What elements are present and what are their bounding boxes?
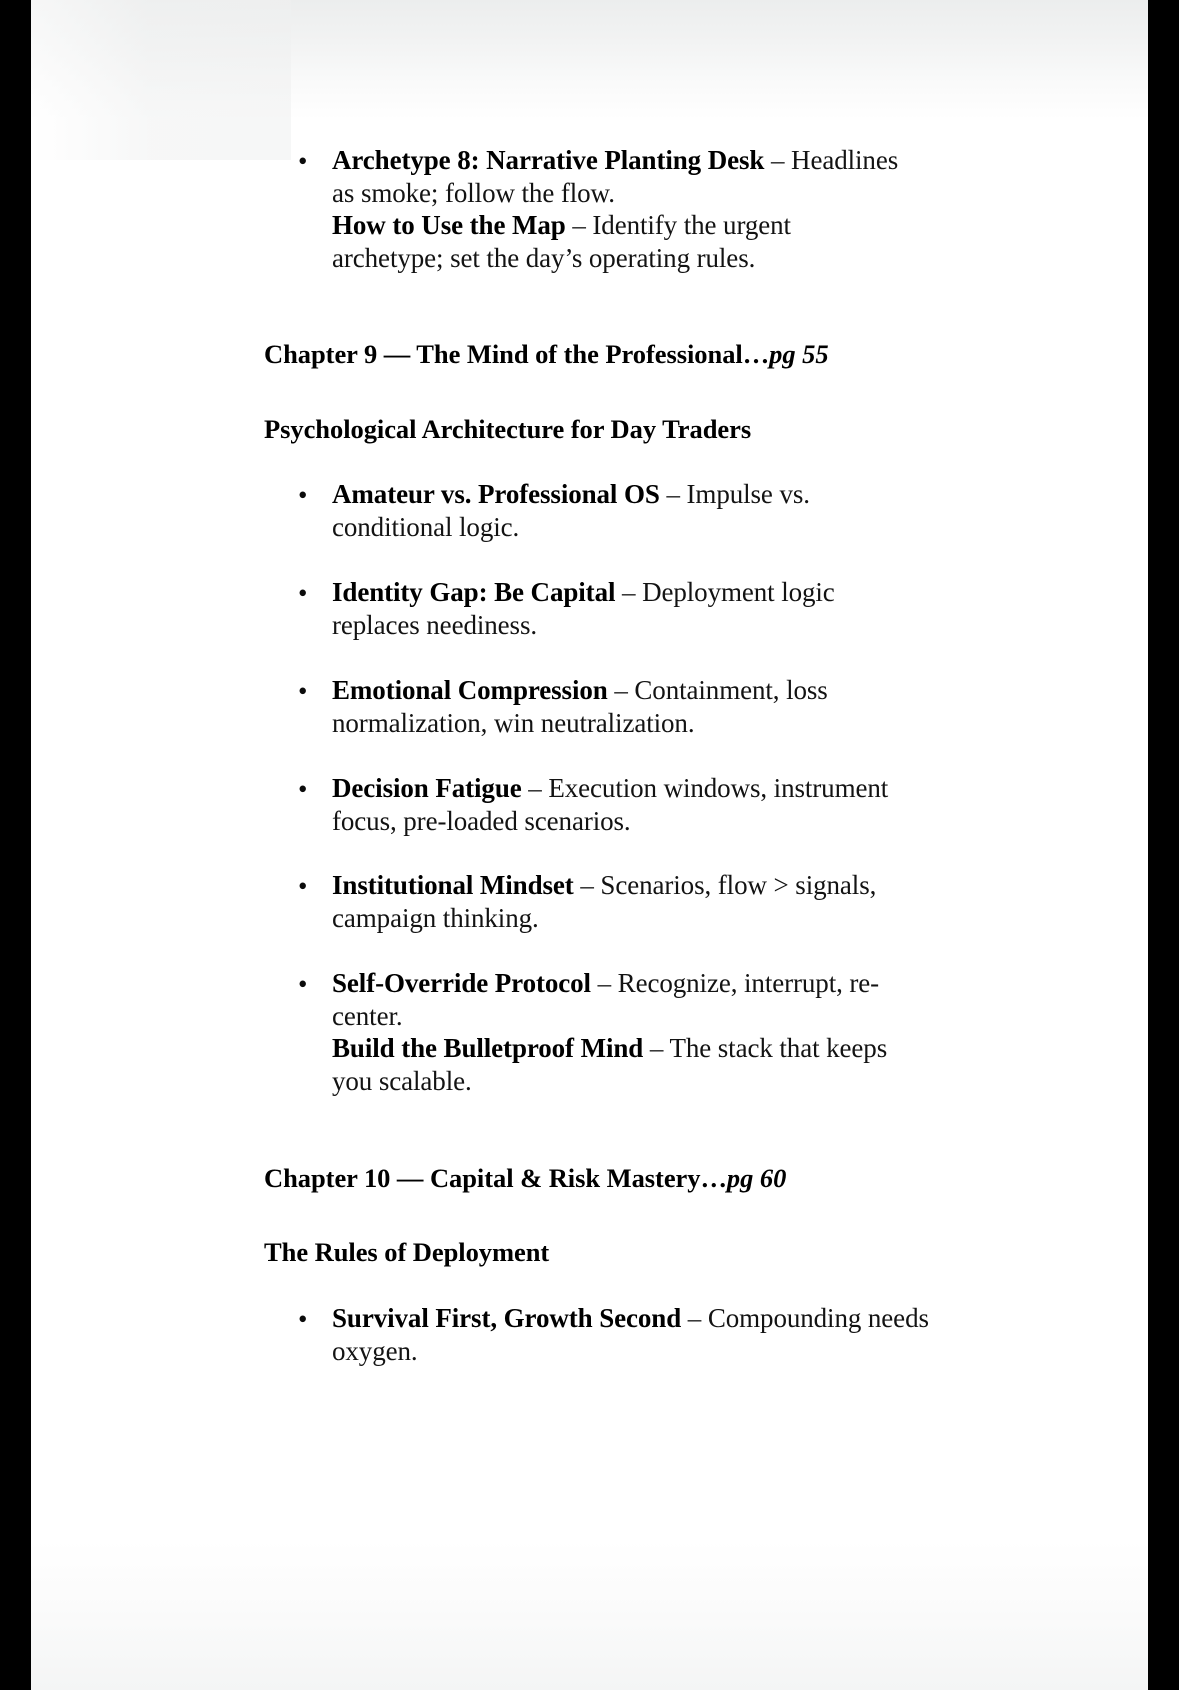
document-page	[31, 0, 1148, 1690]
list-item-dash-2: –	[572, 210, 586, 240]
list-item-text	[332, 576, 924, 641]
chapter-9-page: pg 55	[769, 339, 829, 369]
en-dash	[764, 145, 771, 175]
bullet-icon: •	[298, 871, 308, 901]
list-item-dash-2: –	[649, 1033, 664, 1063]
list-item-lead: Amateur vs. Professional OS	[332, 479, 660, 509]
list-item-dash: –	[622, 577, 636, 607]
en-dash	[591, 968, 598, 998]
section-heading-psychological-architecture: Psychological Architecture for Day Traders	[264, 414, 752, 444]
list-item-lead: Identity Gap: Be Capital	[332, 577, 616, 607]
bullet-icon: •	[298, 969, 308, 999]
list-item-lead-2: How to Use the Map	[332, 210, 566, 240]
list-item-lead: Self-Override Protocol	[332, 968, 591, 998]
list-item-rest: Compounding needs oxygen.	[332, 1303, 929, 1366]
chapter-10-title: Chapter 10 — Capital & Risk Mastery…	[264, 1163, 727, 1193]
list-item-dash: –	[597, 968, 612, 998]
list-item-dash: –	[771, 145, 785, 175]
list-item-lead: Decision Fatigue	[332, 773, 522, 803]
en-dash	[681, 1303, 688, 1333]
list-item-rest-2: The stack that keeps you scalable.	[332, 1033, 888, 1096]
list-item-text	[332, 478, 904, 543]
list-item	[264, 772, 924, 837]
list-item-rest: Deployment logic replaces neediness.	[332, 577, 835, 640]
chapter-10-page: pg 60	[726, 1163, 787, 1193]
list-item-text	[332, 674, 924, 739]
bullet-icon: •	[298, 774, 308, 804]
bullet-icon: •	[298, 578, 308, 608]
page-content	[31, 0, 1148, 1690]
bullet-icon: •	[298, 1304, 308, 1334]
list-item-rest-2: Identify the urgent archetype; set the day’s operating rules.	[332, 210, 791, 273]
list-item-rest: Impulse vs. conditional logic.	[332, 479, 810, 542]
en-dash-2	[643, 1033, 650, 1063]
list-item-dash: –	[614, 675, 628, 705]
bullet-icon: •	[298, 676, 308, 706]
list-item	[264, 576, 924, 641]
list-item-text	[332, 967, 924, 1097]
list-item-text	[332, 869, 924, 934]
list-item-rest: Headlines as smoke; follow the flow.	[332, 145, 899, 208]
list-item-dash: –	[666, 479, 680, 509]
section-heading-rules-of-deployment: The Rules of Deployment	[264, 1237, 550, 1267]
list-item-rest: Recognize, interrupt, re-center.	[332, 968, 880, 1031]
list-item-text	[332, 772, 924, 837]
list-item-lead: Archetype 8: Narrative Planting Desk	[332, 145, 765, 175]
list-item-dash: –	[687, 1303, 702, 1333]
list-item	[264, 967, 924, 1097]
list-item-lead: Institutional Mindset	[332, 870, 574, 900]
chapter-heading-9	[264, 338, 1084, 370]
list-item-rest: Execution windows, instrument focus, pre-loaded scenarios.	[332, 773, 889, 836]
list-item-text	[332, 144, 904, 274]
bullet-icon: •	[298, 480, 308, 510]
list-item-rest: Containment, loss normalization, win neutralization.	[332, 675, 828, 738]
list-item	[264, 1302, 944, 1367]
list-item	[264, 674, 924, 739]
list-item-dash: –	[580, 870, 594, 900]
list-item	[264, 478, 904, 543]
chapter-heading-10	[264, 1162, 1084, 1194]
bullet-icon: •	[298, 146, 308, 176]
list-item	[264, 869, 924, 934]
list-item-rest: Scenarios, flow > signals, campaign thinking.	[332, 870, 877, 933]
list-item-text	[332, 1302, 944, 1367]
list-item-lead: Survival First, Growth Second	[332, 1303, 682, 1333]
list-item	[264, 144, 904, 274]
list-item-lead: Emotional Compression	[332, 675, 608, 705]
chapter-9-title: Chapter 9 — The Mind of the Professional…	[264, 339, 770, 369]
list-item-lead-2: Build the Bulletproof Mind	[332, 1033, 644, 1063]
list-item-dash: –	[528, 773, 542, 803]
